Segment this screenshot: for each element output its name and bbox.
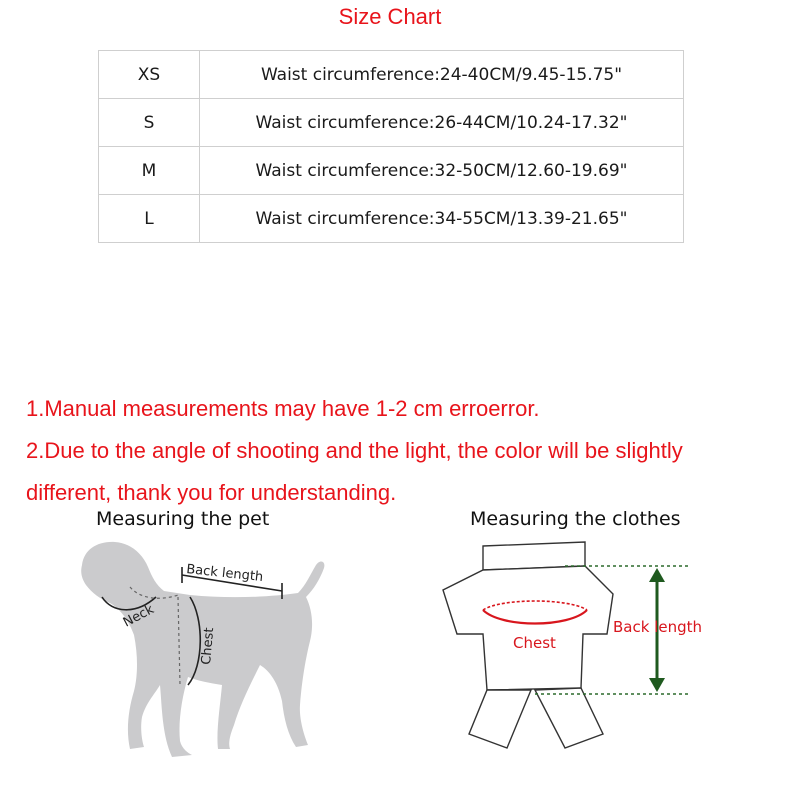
clothes-chest-label: Chest (513, 634, 556, 652)
back-length-label: Back length (185, 562, 264, 586)
waist-cell: Waist circumference:24-40CM/9.45-15.75" (200, 51, 684, 99)
note-line: 1.Manual measurements may have 1-2 cm erroerror. (26, 396, 540, 421)
size-chart-table (98, 50, 684, 243)
waist-cell: Waist circumference:32-50CM/12.60-19.69" (200, 147, 684, 195)
waist-cell: Waist circumference:34-55CM/13.39-21.65" (200, 195, 684, 243)
back-length-arrowhead-up (649, 568, 665, 582)
clothes-collar (483, 542, 585, 570)
chest-label: Chest (199, 626, 218, 666)
clothes-left-leg (469, 690, 531, 748)
size-cell: M (99, 147, 200, 195)
clothes-body (443, 566, 613, 690)
notes-block (26, 388, 786, 514)
table-row (99, 195, 684, 243)
neck-label: Neck (120, 602, 157, 631)
back-length-arrowhead-down (649, 678, 665, 692)
clothes-measure-caption: Measuring the clothes (470, 508, 681, 530)
clothes-back-length-label: Back length (613, 618, 702, 636)
table-row (99, 51, 684, 99)
pet-measure-caption: Measuring the pet (96, 508, 270, 530)
table-row (99, 99, 684, 147)
size-cell: L (99, 195, 200, 243)
table-row (99, 147, 684, 195)
size-cell: XS (99, 51, 200, 99)
note-line: different, thank you for understanding. (26, 480, 397, 505)
page-title: Size Chart (338, 4, 442, 29)
pet-clothes-outline-icon (435, 538, 735, 758)
note-line: 2.Due to the angle of shooting and the light, the color will be slightly (26, 438, 683, 463)
clothes-right-leg (535, 688, 603, 748)
dog-silhouette-icon (70, 535, 340, 785)
waist-cell: Waist circumference:26-44CM/10.24-17.32" (200, 99, 684, 147)
size-cell: S (99, 99, 200, 147)
